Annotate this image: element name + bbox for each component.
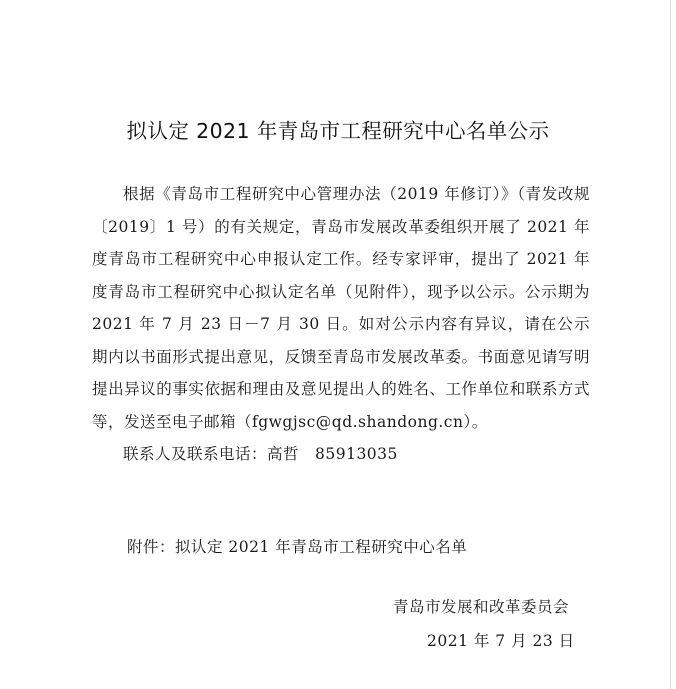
page-edge-line bbox=[670, 0, 671, 689]
announcement-paragraph: 根据《青岛市工程研究中心管理办法（2019 年修订）》（青发改规〔2019〕1 号）的有关规定，青岛市发展改革委组织开展了 2021 年度青岛市工程研究中心申报认定工作。经专家评审，提出了 2021 年度青岛市工程研究中心拟认定名单（见附件），现予以公示。公示期为 2021 年 7 月 23 日－7 月 30 日。如对公示内容有异议，请在公示期内以书面形式提出意见，反馈至青岛市发展改革委。书面意见请写明提出异议的事实依据和理由及意见提出人的姓名、工作单位和联系方式等，发送至电子邮箱（fgwgjsc@qd.shandong.cn）。 bbox=[92, 185, 590, 431]
document-body bbox=[92, 178, 590, 471]
issuing-organization: 青岛市发展和改革委员会 bbox=[393, 598, 570, 616]
issue-date: 2021 年 7 月 23 日 bbox=[427, 632, 575, 650]
contact-line: 联系人及联系电话：高哲 85913035 bbox=[123, 445, 398, 463]
attachment-line: 附件：拟认定 2021 年青岛市工程研究中心名单 bbox=[127, 538, 468, 556]
document-title: 拟认定 2021 年青岛市工程研究中心名单公示 bbox=[126, 119, 550, 143]
